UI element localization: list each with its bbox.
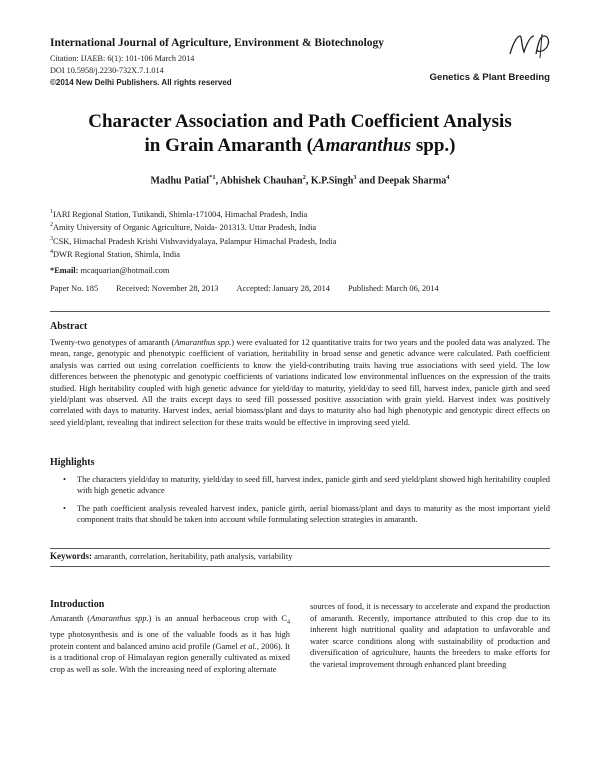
article-title: Character Association and Path Coefficient Analysis in Grain Amaranth (Amaranthus spp.) bbox=[88, 111, 512, 156]
divider bbox=[50, 548, 550, 549]
highlights-list bbox=[50, 474, 550, 532]
affiliations bbox=[50, 207, 336, 260]
publisher-logo-icon bbox=[506, 30, 554, 60]
author: Madhu Patial bbox=[150, 175, 210, 187]
highlights-heading: Highlights bbox=[50, 457, 95, 468]
paper-dates bbox=[50, 284, 550, 293]
intro-column-left: Amaranth (Amaranthus spp.) is an annual herbaceous crop with $C_4$ type photosynthesis and is one of the valuable foods as it has high protein content and balanced amino acid profile (Gamel et al., 2006). It is a traditional crop of Himalayan region generally cultivated as mixed crop as well as sole. With the increasing need of exploring alternate bbox=[50, 614, 291, 675]
abstract-text: Twenty-two genotypes of amaranth (Amaranthus spp.) were evaluated for 12 quantitative traits for two years and the pooled data was analyzed. The mean, range, genotypic and phenotypic coefficient of variation, heritability in broad sense and genetic advance were calculated. Path coefficient analysis was carried out using correlation coefficients to know the yield-contributing traits having true associations with seed yield. The low differences between the phenotypic and genotypic coefficients of variations indicated low environmental influences on the expression of the traits studied. High heritability coupled with high genetic advance for yield/day to maturity, yield/day to seed fill, harvest index, panicle girth and seed yield/plant was observed. All the traits except days to seed fill possessed positive association with grain yield. Harvest index was positively correlated with days to maturity. Harvest index, aerial biomass/plant and days to maturity also had high phenotypic and genotypic direct effects on seed yield/plant, revealing that indirect selection for these traits would be effective in improving seed yield. bbox=[50, 338, 550, 427]
section-label: Genetics & Plant Breeding bbox=[429, 72, 550, 83]
email-link[interactable]: mcaquarian@hotmail.com bbox=[80, 266, 170, 275]
published-date: Published: March 06, 2014 bbox=[348, 284, 439, 293]
affiliation: $^2$Amity University of Organic Agriculture, Noida- 201313. Uttar Pradesh, India bbox=[50, 222, 317, 233]
journal-title: International Journal of Agriculture, Environment & Biotechnology bbox=[50, 37, 385, 49]
introduction-heading: Introduction bbox=[50, 599, 105, 610]
author: K.P.Singh bbox=[310, 175, 354, 187]
keywords-line: Keywords: amaranth, correlation, heritability, path analysis, variability bbox=[50, 551, 293, 561]
accepted-date: Accepted: January 28, 2014 bbox=[236, 284, 330, 293]
bullet-icon: • bbox=[63, 503, 66, 513]
author: Abhishek Chauhan bbox=[220, 175, 303, 187]
affiliation: $^4$DWR Regional Station, Shimla, India bbox=[50, 248, 181, 259]
intro-column-right: sources of food, it is necessary to accelerate and expand the production of amaranth. Recently, importance attributed to this crop due to its inherent high nutritional quality and adaptation to unfavorable and water scarce conditions along with sustainability of production and diversification of agriculture, haunts the breeders to make efforts for the varietal improvement through enhanced plant breeding bbox=[310, 602, 550, 669]
author: Deepak Sharma bbox=[377, 175, 447, 187]
affiliation: $^1$IARI Regional Station, Tutikandi, Shimla-171004, Himachal Pradesh, India bbox=[50, 209, 308, 219]
abstract-heading: Abstract bbox=[50, 321, 88, 332]
author-list: Madhu Patial$^{*1}$, Abhishek Chauhan$^2$, K.P.Singh$^3$ and Deepak Sharma$^4$ bbox=[150, 174, 450, 187]
divider bbox=[50, 566, 550, 567]
copyright: ©2014 New Delhi Publishers. All rights reserved bbox=[50, 78, 232, 87]
affiliation: $^3$CSK, Himachal Pradesh Krishi Vishvavidyalaya, Palampur Himachal Pradesh, India bbox=[50, 235, 337, 246]
citation: Citation: IJAEB: 6(1): 101-106 March 2014 bbox=[50, 54, 195, 63]
highlight-item: • The characters yield/day to maturity, yield/day to seed fill, harvest index, panicle girth and seed yield/plant showed high heritability coupled with high genetic advance bbox=[63, 475, 550, 496]
email-line: *Email: mcaquarian@hotmail.com bbox=[50, 266, 170, 275]
paper-number: Paper No. 185 bbox=[50, 284, 99, 293]
bullet-icon: • bbox=[63, 475, 66, 484]
received-date: Received: November 28, 2013 bbox=[116, 284, 219, 293]
divider bbox=[50, 311, 550, 312]
highlight-item: • The path coefficient analysis revealed harvest index, panicle girth, aerial biomass/plant and days to maturity as the most important yield component traits that should be taken into account while formulating selection strategies in amaranth. bbox=[63, 503, 550, 525]
doi: DOI 10.5958/j.2230-732X.7.1.014 bbox=[50, 66, 164, 75]
